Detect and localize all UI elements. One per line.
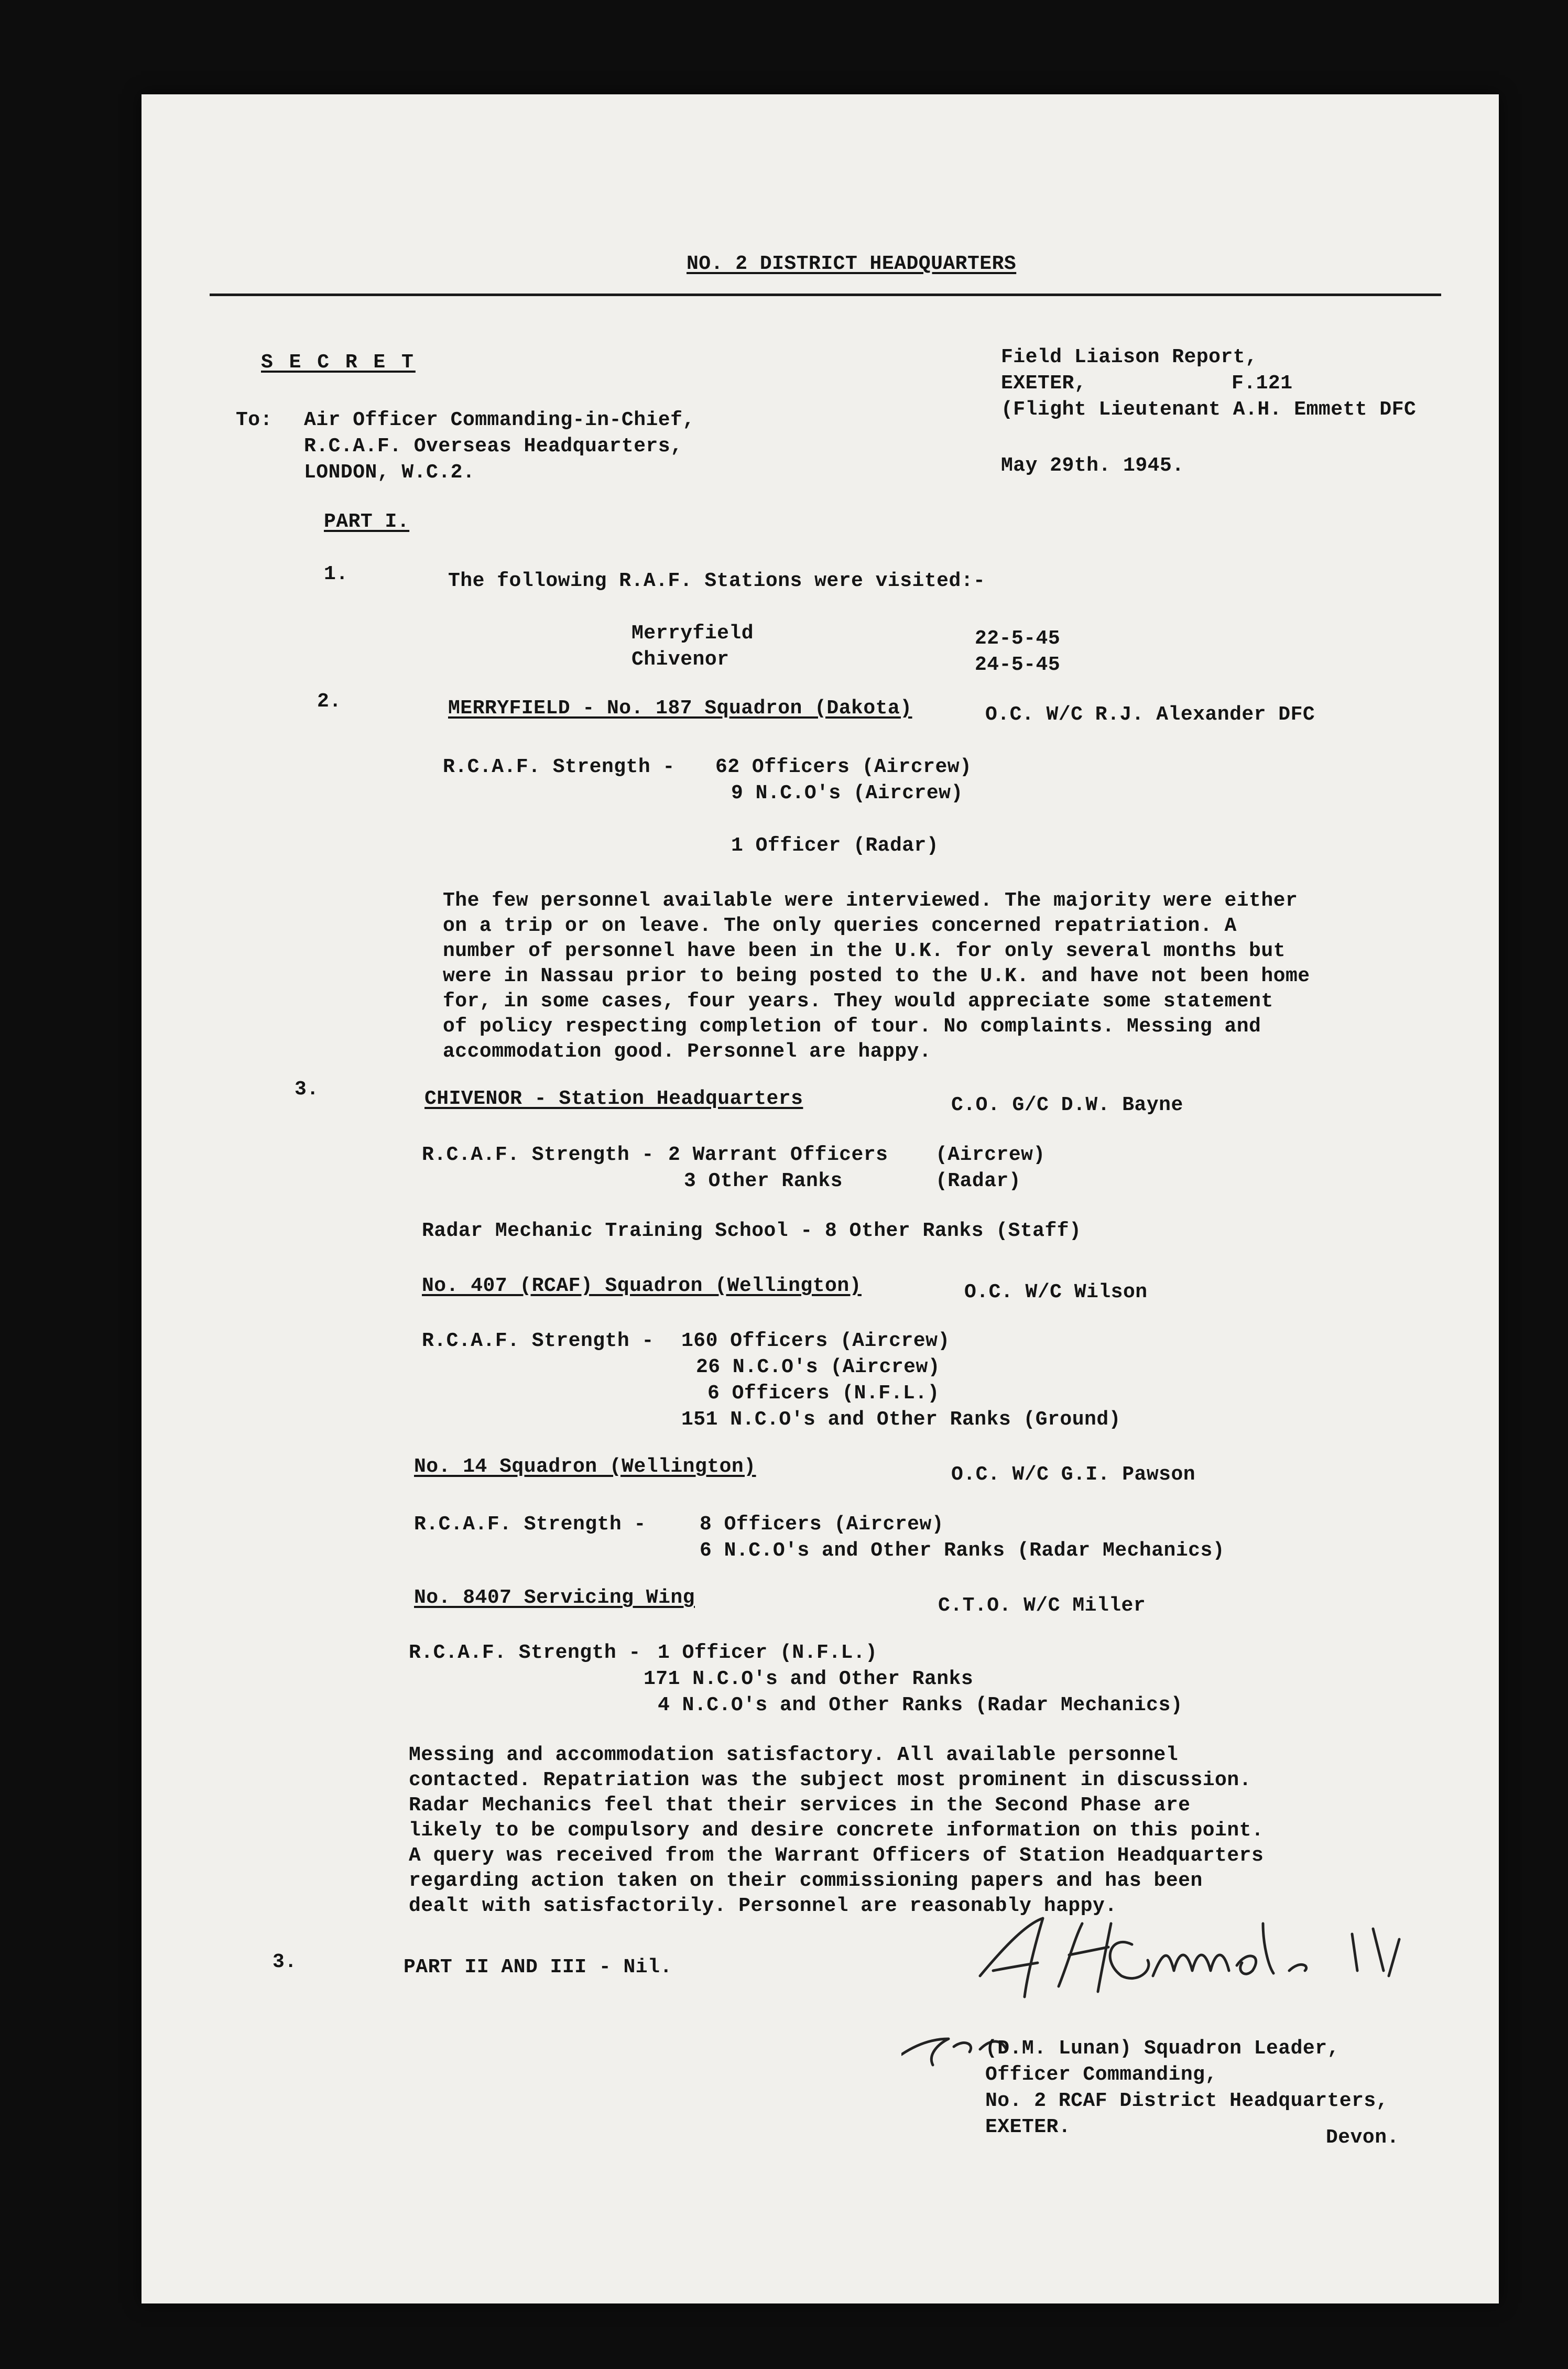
- station-name: Merryfield: [631, 622, 754, 645]
- report-date: May 29th. 1945.: [1001, 454, 1184, 477]
- paragraph-line: accommodation good. Personnel are happy.: [443, 1040, 932, 1063]
- strength-line: 6 N.C.O's and Other Ranks (Radar Mechanics): [700, 1539, 1225, 1562]
- paragraph-line: The few personnel available were interviewed. The majority were either: [443, 889, 1298, 912]
- radar-school-line: Radar Mechanic Training School - 8 Other Ranks (Staff): [422, 1220, 1082, 1242]
- report-title: Field Liaison Report,: [1001, 346, 1258, 368]
- strength-line: 1 Officer (Radar): [731, 834, 939, 857]
- paragraph-line: regarding action taken on their commissioning papers and has been: [409, 1870, 1203, 1892]
- paragraph-line: were in Nassau prior to being posted to the U.K. and have not been home: [443, 965, 1310, 987]
- station-heading: MERRYFIELD - No. 187 Squadron (Dakota): [448, 697, 912, 720]
- paragraph-line: of policy respecting completion of tour. No complaints. Messing and: [443, 1015, 1261, 1038]
- commanding-officer: C.O. G/C D.W. Bayne: [951, 1094, 1183, 1116]
- paragraph-line: number of personnel have been in the U.K. for only several months but: [443, 940, 1286, 962]
- header-rule: [210, 294, 1441, 296]
- section-intro: The following R.A.F. Stations were visited:-: [448, 570, 986, 592]
- commanding-officer: O.C. W/C G.I. Pawson: [951, 1463, 1196, 1486]
- strength-line: 171 N.C.O's and Other Ranks: [644, 1668, 974, 1690]
- signatory-county: Devon.: [1326, 2126, 1399, 2149]
- strength-line: 6 Officers (N.F.L.): [707, 1382, 940, 1405]
- signatory-line: No. 2 RCAF District Headquarters,: [985, 2090, 1389, 2112]
- strength-line: 4 N.C.O's and Other Ranks (Radar Mechanics): [658, 1694, 1183, 1716]
- strength-label: R.C.A.F. Strength -: [443, 756, 675, 778]
- strength-line: 9 N.C.O's (Aircrew): [731, 782, 963, 805]
- strength-label: R.C.A.F. Strength -: [422, 1330, 654, 1352]
- section-number: 1.: [324, 563, 349, 585]
- strength-line: 1 Officer (N.F.L.): [658, 1642, 878, 1664]
- strength-type: (Radar): [935, 1170, 1021, 1192]
- strength-line: 160 Officers (Aircrew): [681, 1330, 950, 1352]
- paragraph-line: on a trip or on leave. The only queries concerned repatriation. A: [443, 915, 1237, 937]
- strength-label: R.C.A.F. Strength -: [414, 1513, 646, 1536]
- strength-line: 2 Warrant Officers: [668, 1144, 888, 1166]
- strength-line: 3 Other Ranks: [684, 1170, 843, 1192]
- section-number: 3.: [295, 1078, 319, 1101]
- section-number: 3.: [273, 1951, 297, 1973]
- station-date: 22-5-45: [975, 627, 1061, 650]
- strength-line: 26 N.C.O's (Aircrew): [696, 1356, 941, 1378]
- to-line: LONDON, W.C.2.: [304, 461, 475, 484]
- commanding-officer: C.T.O. W/C Miller: [938, 1594, 1146, 1617]
- paragraph-line: for, in some cases, four years. They would appreciate some statement: [443, 990, 1273, 1013]
- to-line: Air Officer Commanding-in-Chief,: [304, 409, 695, 431]
- strength-label: R.C.A.F. Strength -: [409, 1642, 641, 1664]
- station-heading: CHIVENOR - Station Headquarters: [424, 1088, 803, 1110]
- strength-line: 8 Officers (Aircrew): [700, 1513, 944, 1536]
- signatory-line: Officer Commanding,: [985, 2063, 1217, 2086]
- strength-type: (Aircrew): [935, 1144, 1046, 1166]
- classification-mark: S E C R E T: [261, 351, 416, 374]
- paragraph-line: A query was received from the Warrant Officers of Station Headquarters: [409, 1844, 1264, 1867]
- paragraph-line: dealt with satisfactorily. Personnel are reasonably happy.: [409, 1895, 1117, 1917]
- strength-line: 151 N.C.O's and Other Ranks (Ground): [681, 1408, 1121, 1431]
- signatory-line: (D.M. Lunan) Squadron Leader,: [985, 2037, 1340, 2060]
- document-page: [141, 94, 1499, 2303]
- parts-nil-line: PART II AND III - Nil.: [404, 1956, 672, 1979]
- squadron-heading: No. 407 (RCAF) Squadron (Wellington): [422, 1275, 862, 1297]
- page-title: NO. 2 DISTRICT HEADQUARTERS: [687, 253, 1017, 275]
- to-label: To:: [236, 409, 273, 431]
- report-ref: F.121: [1232, 372, 1293, 395]
- squadron-heading: No. 14 Squadron (Wellington): [414, 1455, 756, 1478]
- strength-line: 62 Officers (Aircrew): [715, 756, 972, 778]
- station-date: 24-5-45: [975, 654, 1061, 676]
- signatory-line: EXETER.: [985, 2116, 1071, 2138]
- paragraph-line: Messing and accommodation satisfactory. All available personnel: [409, 1744, 1179, 1766]
- paragraph-line: likely to be compulsory and desire concrete information on this point.: [409, 1819, 1264, 1842]
- strength-label: R.C.A.F. Strength -: [422, 1144, 654, 1166]
- part-heading: PART I.: [324, 510, 410, 533]
- section-number: 2.: [317, 690, 342, 713]
- commanding-officer: O.C. W/C R.J. Alexander DFC: [985, 703, 1315, 726]
- report-author: (Flight Lieutenant A.H. Emmett DFC: [1001, 398, 1417, 421]
- commanding-officer: O.C. W/C Wilson: [964, 1281, 1148, 1303]
- paragraph-line: contacted. Repatriation was the subject most prominent in discussion.: [409, 1769, 1251, 1791]
- wing-heading: No. 8407 Servicing Wing: [414, 1586, 695, 1609]
- report-location: EXETER,: [1001, 372, 1087, 395]
- to-line: R.C.A.F. Overseas Headquarters,: [304, 435, 683, 458]
- station-name: Chivenor: [631, 648, 729, 671]
- paragraph-line: Radar Mechanics feel that their services in the Second Phase are: [409, 1794, 1191, 1817]
